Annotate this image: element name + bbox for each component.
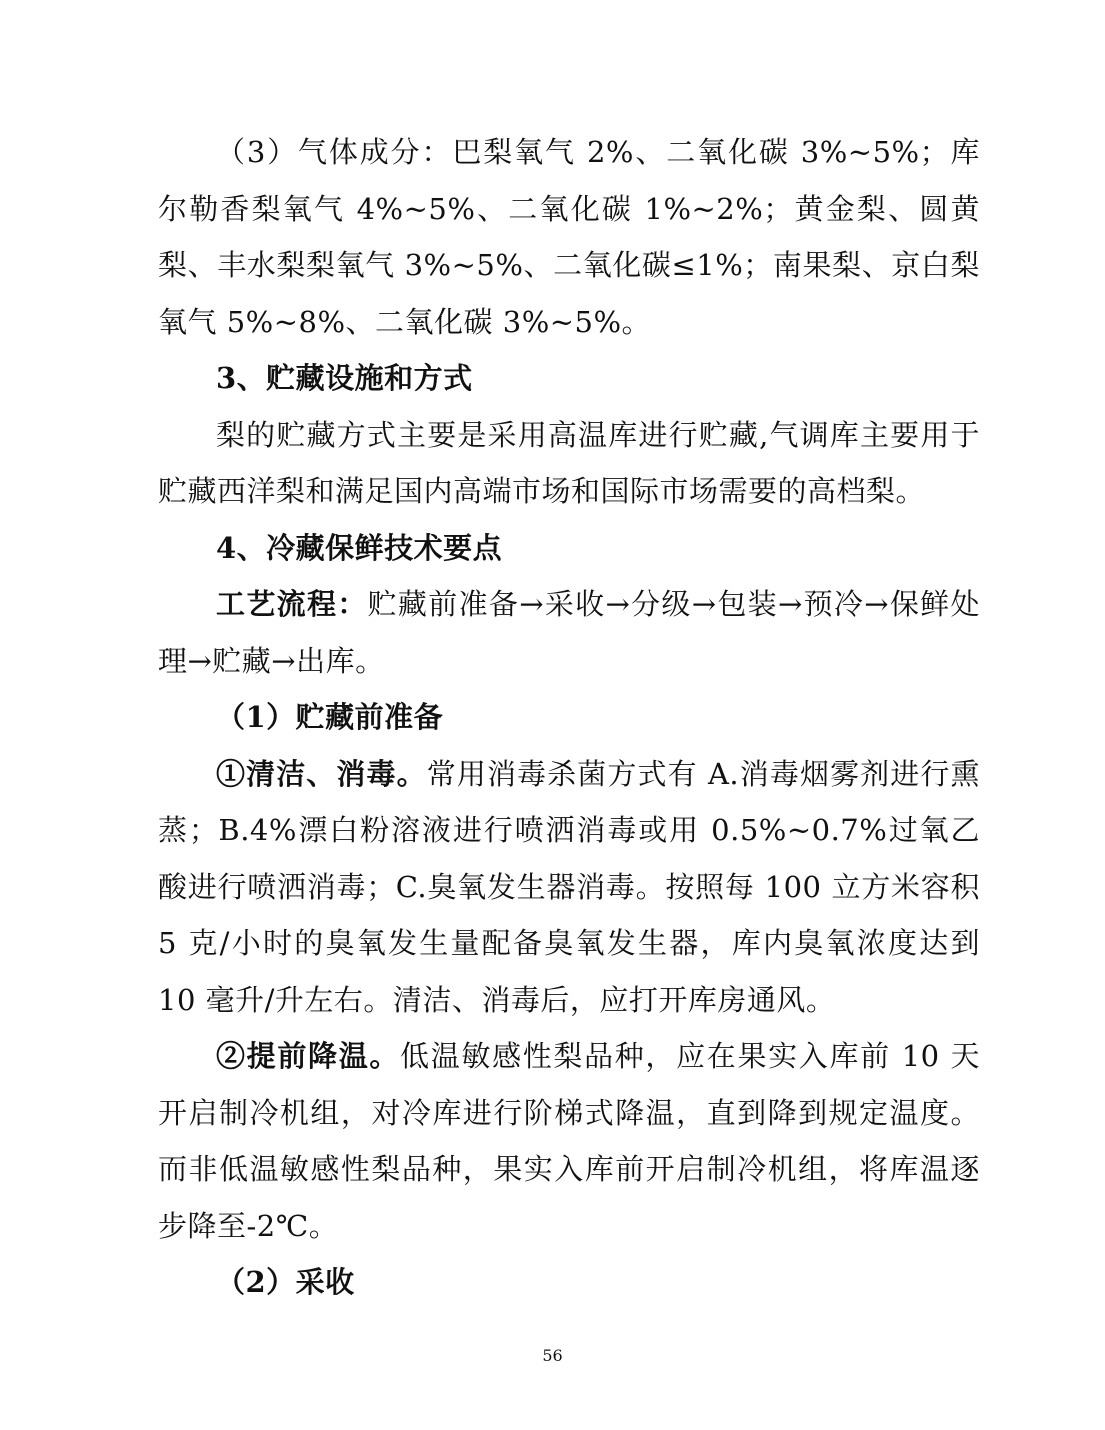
subheading-harvest: （2）采收 — [216, 1265, 355, 1299]
paragraph-process-flow — [158, 576, 980, 689]
paragraph-storage-methods: 梨的贮藏方式主要是采用高温库进行贮藏,气调库主要用于贮藏西洋梨和满足国内高端市场和国际市场需要的高档梨。 — [158, 417, 980, 508]
subheading-preparation: （1）贮藏前准备 — [216, 700, 444, 734]
pre-cooling-text: 低温敏感性梨品种，应在果实入库前 10 天开启制冷机组，对冷库进行阶梯式降温，直到降到规定温度。而非低温敏感性梨品种，果实入库前开启制冷机组，将库温逐步降至-2℃。 — [158, 1039, 980, 1243]
pre-cooling-label: ②提前降温。 — [216, 1039, 401, 1073]
cleaning-disinfection-label: ①清洁、消毒。 — [216, 756, 427, 791]
paragraph-gas-composition: （3）气体成分：巴梨氧气 2%、二氧化碳 3%~5%；库尔勒香梨氧气 4%~5%、二氧化碳 1%~2%；黄金梨、圆黄梨、丰水梨梨氧气 3%~5%、二氧化碳≤1%；南果梨、京白梨氧气 5%~8%、二氧化碳 3%~5%。 — [158, 135, 980, 339]
section-heading-storage-facilities: 3、贮藏设施和方式 — [216, 361, 473, 395]
process-flow-text: 贮藏前准备→采收→分级→包装→预冷→保鲜处理→贮藏→出库。 — [158, 587, 980, 678]
paragraph-pre-cooling — [158, 1028, 980, 1254]
page-number: 56 — [542, 1346, 563, 1365]
section-heading-cold-storage-points: 4、冷藏保鲜技术要点 — [216, 530, 503, 565]
paragraph-cleaning-disinfection — [158, 746, 980, 1029]
process-flow-label: 工艺流程： — [216, 587, 368, 621]
cleaning-disinfection-text: 常用消毒杀菌方式有 A.消毒烟雾剂进行熏蒸；B.4%漂白粉溶液进行喷洒消毒或用 0.5%~0.7%过氧乙酸进行喷洒消毒；C.臭氧发生器消毒。按照每 100 立方米容积 5 克/小时的臭氧发生量配备臭氧发生器，库内臭氧浓度达到 10 毫升/升左右。清洁、消毒后，应打开库房通风。 — [158, 756, 980, 1017]
document-body — [158, 124, 980, 1311]
